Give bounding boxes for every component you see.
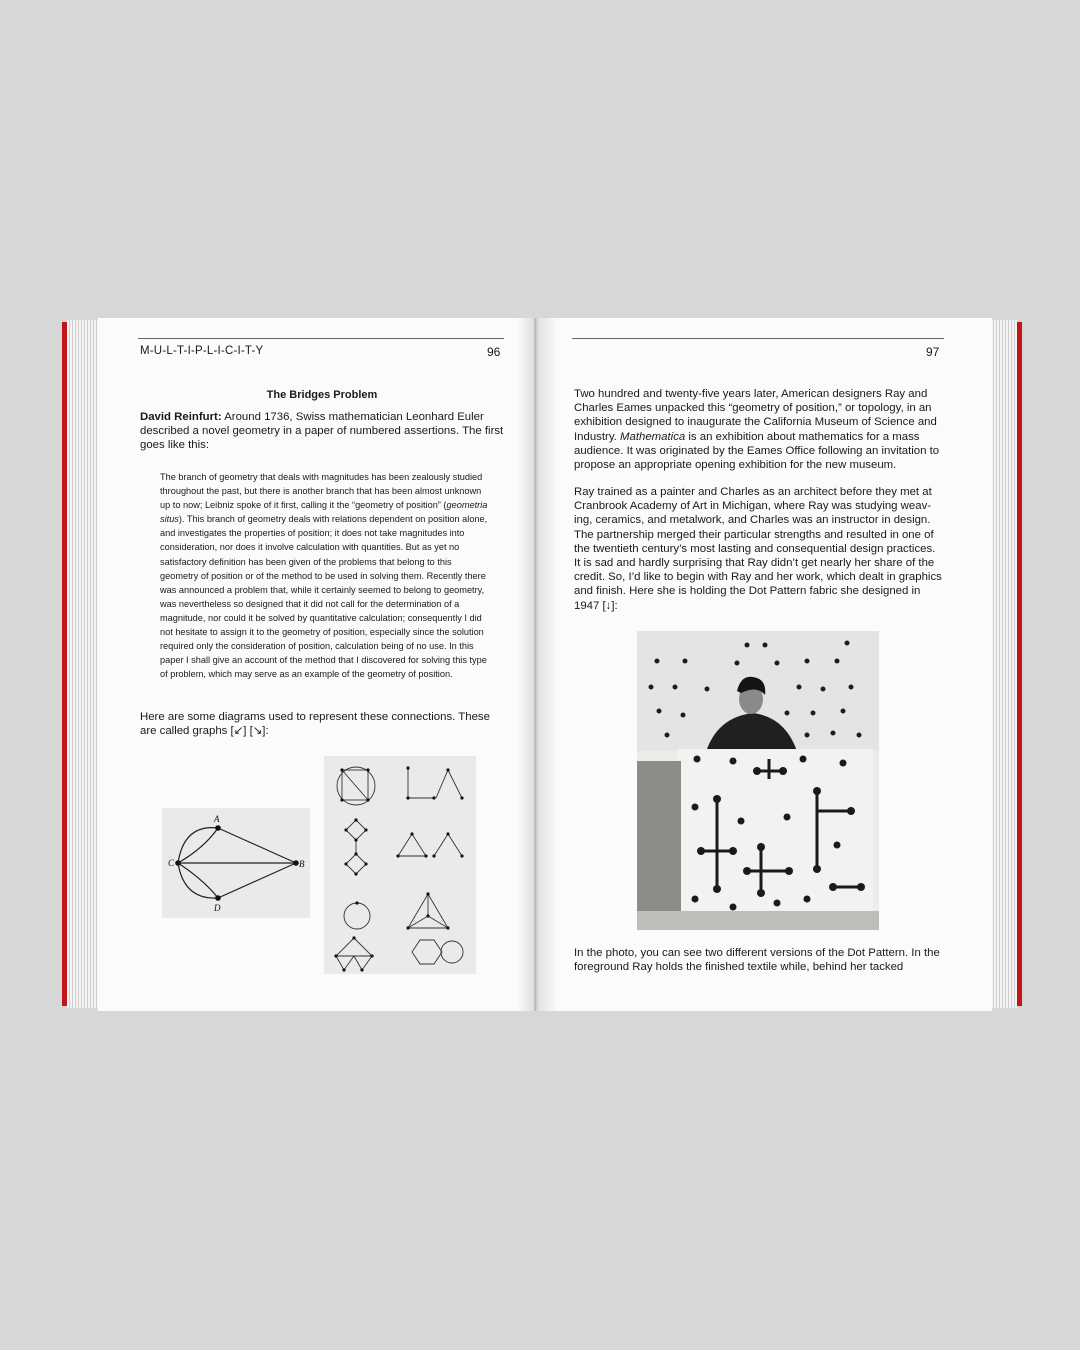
speaker-name: David Reinfurt: [140,411,222,423]
dot-pattern-photo [637,631,879,930]
book-gutter [517,318,557,1011]
intro-text: Around 1736, Swiss mathematician Leonhard Euler described a novel geometry in a paper of numbered assertions. The first goes like this: [140,411,504,452]
graph-label-c: C [168,858,175,868]
page-number: 97 [926,345,940,359]
small-graphs-figure [324,756,476,974]
graph-edge-db [218,863,296,898]
page-number: 96 [487,345,501,359]
graph-node-b [293,860,299,866]
paragraph-mathematica [574,387,944,472]
intro-paragraph [140,410,506,453]
euler-quote [160,470,492,681]
graph-node-c [175,860,181,866]
open-book [62,318,1022,1013]
graph-edge-cd-1 [178,863,218,898]
page-edges-left [67,320,99,1008]
graph-edge-ca-2 [178,828,218,863]
left-page [98,318,534,1011]
graph-edge-ab [218,828,296,863]
quote-text-continued: ). This branch of geometry deals with relations dependent on position alone, and investigates the properties of position; it does not take magnitudes into consideration, nor does it involve calculation with quantities. But as yet no satisfactory definition has been given of the problems that belong to this geometry of position or of the method to be used in solving them. Recently there was announced a problem that, while it certainly seemed to belong to geometry, was nevertheless so designed that it did not call for the determination of a magnitude, nor could it be solved by quantitative calculation; consequently I did not hesitate to assign it to the geometry of position, especially since the solution required only the consideration of position, calculation being of no use. In this paper I shall give an account of the method that I discovered for solving this type of problem, which may serve as an example of the geometry of position. [160,514,488,680]
graph-b [408,768,462,798]
quote-text: The branch of geometry that deals with magnitudes has been zealously studied throughout the past, but there is another branch that has been almost unknown up to now; Leibniz spoke of it first, calling it the “geometry of position” ( [160,472,483,511]
graphs-paragraph: Here are some diagrams used to represent these connections. These are called graphs [↙] [↘]: [140,711,490,738]
running-head: M-U-L-T-I-P-L-I-C-I-T-Y [140,345,264,357]
paragraph-photo-caption: In the photo, you can see two different versions of the Dot Pattern. In the foreground Ray holds the finished textile while, behind her tacked [574,947,940,974]
quote-italic-term: geometria situs [160,500,488,525]
graph-h [412,940,463,964]
paragraph-text-continued: is an exhibition about mathematics for a mass audience. It was originated by the Eames Office following an invitation to propose an appropriate opening exhibition for the new museum. [574,430,940,472]
graph-label-b: B [299,859,305,869]
graph-edge-ca-1 [178,828,218,863]
graph-e [344,903,370,929]
graph-c [346,820,366,874]
header-rule [138,338,504,339]
konigsberg-graph-figure [162,808,310,918]
paragraph-ray-charles: Ray trained as a painter and Charles as an architect before they met at Cranbrook Academy of Art in Michigan, where Ray was studying weaving, ceramics, and metalwork, and Charles was an instructor in design. The partnership merged their particular strengths and resulted in one of the twentieth century’s most lasting and consequential design practices. It is sad and hardly surprising that Ray didn’t get nearly her share of the credit. So, I’d like to begin with Ray and her work, which dealt in graphics and finish. Here she is holding the Dot Pattern fabric she designed in 1947 [↓]: [574,486,942,612]
graph-label-a: A [214,814,220,824]
right-page [536,318,992,1011]
graph-f [408,894,448,928]
paragraph-text: Two hundred and twenty-five years later, American designers Ray and Charles Eames unpacked this “geometry of position,” or topology, in an exhibition designed to inaugurate the California Museum of Science and Industry. [574,388,937,443]
graph-node-d [215,895,221,901]
graph-label-d: D [214,903,221,913]
graph-d [398,834,462,856]
exhibition-title: Mathematica [620,430,686,443]
graph-node-a [215,825,221,831]
page-edges-right [991,320,1017,1008]
section-title: The Bridges Problem [266,389,378,401]
header-rule [572,338,944,339]
graph-g [336,938,372,970]
